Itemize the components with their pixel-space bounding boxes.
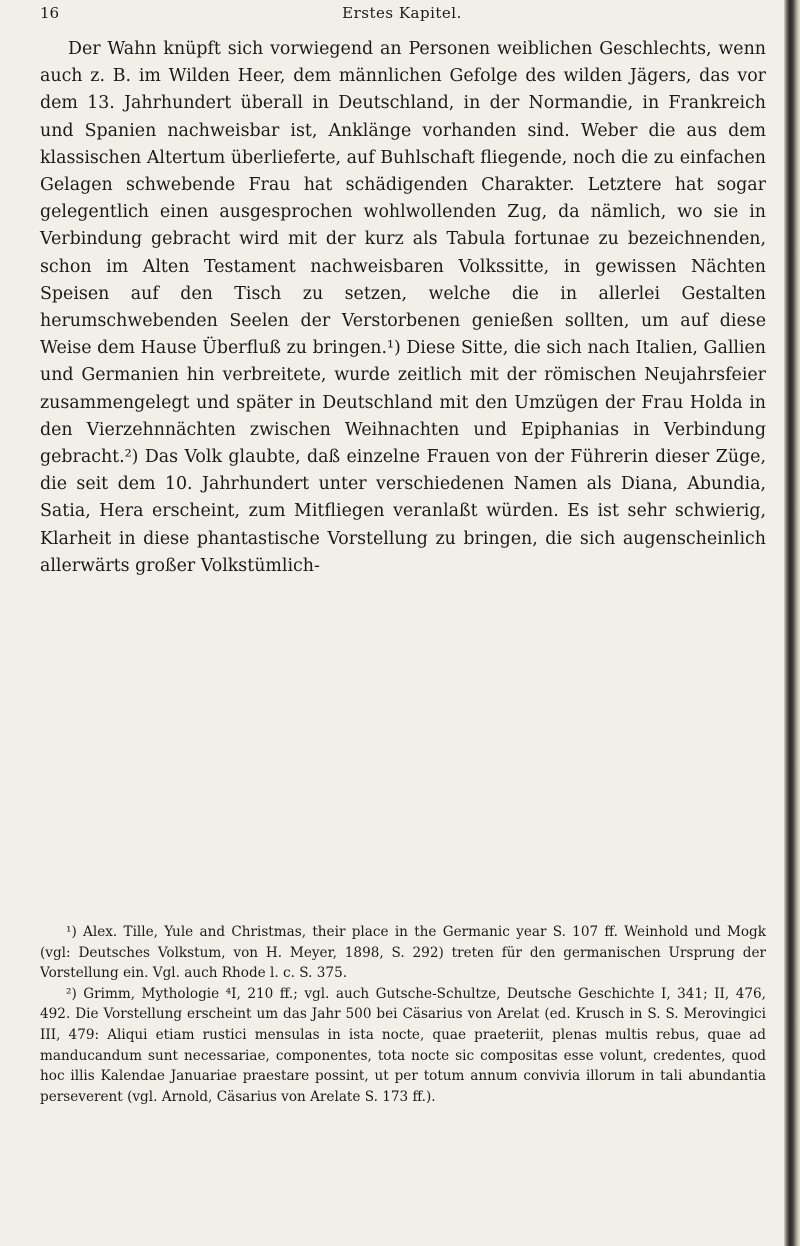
main-paragraph: Der Wahn knüpft sich vorwiegend an Personen weiblichen Geschlechts, wenn auch z. B. im Wilden Heer, dem männlichen Gefolge des wilden Jägers, das vor dem 13. Jahrhundert überall in Deutschland, in der Normandie, in Frankreich und Spanien nachweisbar ist, Anklänge vorhanden sind. Weber die aus dem klassischen Altertum überlieferte, auf Buhlschaft fliegende, noch die zu einfachen Gelagen schwebende Frau hat schädigenden Charakter. Letztere hat sogar gelegentlich einen ausgesprochen wohlwollenden Zug, da nämlich, wo sie in Verbindung gebracht wird mit der kurz als Tabula fortunae zu bezeichnenden, schon im Alten Testament nachweisbaren Volkssitte, in gewissen Nächten Speisen auf den Tisch zu setzen, welche die in allerlei Gestalten herumschwebenden Seelen der Verstorbenen genießen sollten, um auf diese Weise dem Hause Überfluß zu bringen.¹) Diese Sitte, die sich nach Italien, Gallien und Germanien hin verbreitete, wurde zeitlich mit der römischen Neujahrsfeier zusammengelegt und später in Deutschland mit den Umzügen der Frau Holda in den Vierzehnnächten zwischen Weihnachten und Epiphanias in Verbindung gebracht.²) Das Volk glaubte, daß einzelne Frauen von der Führerin dieser Züge, die seit dem 10. Jahrhundert unter verschiedenen Namen als Diana, Abundia, Satia, Hera erscheint, zum Mitfliegen veranlaßt würden. Es ist sehr schwierig, Klarheit in diese phantastische Vorstellung zu bringen, die sich augenscheinlich allerwärts großer Volkstümlich- — [40, 39, 766, 576]
page-number: 16 — [40, 4, 60, 22]
page-binding-edge — [784, 0, 800, 1246]
footnote-1: ¹) Alex. Tille, Yule and Christmas, their place in the Germanic year S. 107 ff. Weinhold und Mogk (vgl: Deutsches Volkstum, von H. Meyer, 1898, S. 292) treten für den germanischen Ursprung der Vorstellung ein. Vgl. auch Rhode l. c. S. 375. — [40, 924, 766, 982]
main-text-block — [40, 36, 766, 580]
page-header — [40, 2, 764, 28]
footnotes — [40, 922, 766, 1107]
footnote-2: ²) Grimm, Mythologie ⁴I, 210 ff.; vgl. auch Gutsche-Schultze, Deutsche Geschichte I, 341; II, 476, 492. Die Vorstellung erscheint um das Jahr 500 bei Cäsarius von Arelat (ed. Krusch in S. S. Merovingici III, 479: Aliqui etiam rustici mensulas in ista nocte, quae praeteriit, plenas multis rebus, quae ad manducandum sunt necessariae, componentes, tota nocte sic compositas esse volunt, credentes, quod hoc illis Kalendae Januariae praestare possint, ut per totum annum convivia illorum in tali abundantia perseverent (vgl. Arnold, Cäsarius von Arelate S. 173 ff.). — [40, 985, 766, 1105]
running-title: Erstes Kapitel. — [342, 4, 462, 22]
